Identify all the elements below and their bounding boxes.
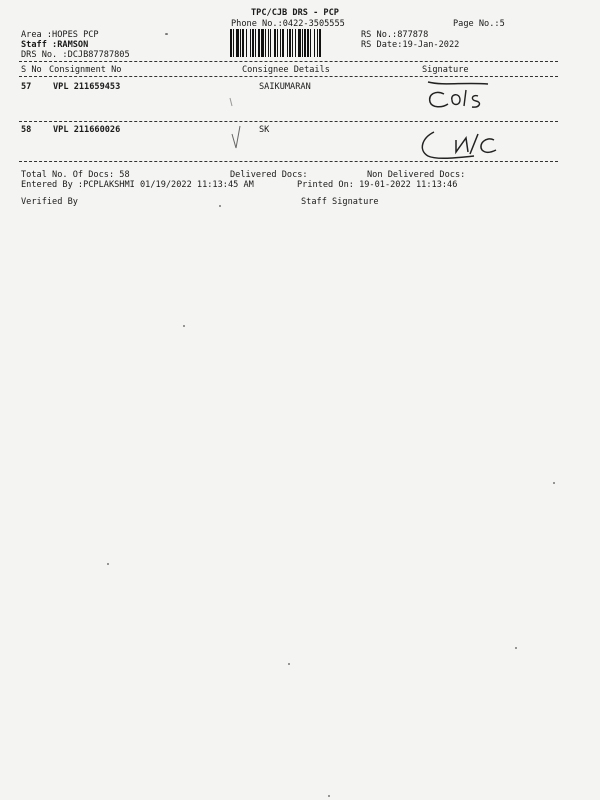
verified-by: Verified By [21, 197, 78, 207]
staff-signature: Staff Signature [301, 197, 379, 207]
divider [19, 76, 558, 77]
scan-speck [165, 33, 168, 35]
delivered-docs: Delivered Docs: [230, 170, 308, 180]
scan-speck [515, 647, 517, 649]
col-header-consignment: Consignment No [49, 65, 122, 75]
col-header-consignee: Consignee Details [242, 65, 330, 75]
scan-speck [107, 563, 109, 565]
row-consignee: SK [259, 125, 270, 135]
area-label: Area :HOPES PCP [21, 30, 99, 40]
signature-cols-image [422, 80, 502, 116]
drs-number: DRS No. :DCJB87787805 [21, 50, 130, 60]
rs-date: RS Date:19-Jan-2022 [361, 40, 460, 50]
signature-nic-image [416, 118, 512, 162]
row-consignee: SAIKUMARAN [259, 82, 311, 92]
row-consignment: VPL 211660026 [53, 125, 121, 135]
scan-speck [219, 205, 221, 207]
divider [19, 161, 558, 162]
pencil-mark [226, 96, 246, 156]
row-sno: 58 [21, 125, 32, 135]
col-header-sno: S No [21, 65, 42, 75]
scan-speck [553, 482, 555, 484]
rs-number: RS No.:877878 [361, 30, 429, 40]
staff-label: Staff :RAMSON [21, 40, 89, 50]
scan-speck [288, 663, 290, 665]
divider [19, 61, 558, 62]
page-number: Page No.:5 [453, 19, 505, 29]
phone-number: Phone No.:0422-3505555 [231, 19, 345, 29]
scan-speck [328, 795, 330, 797]
barcode-image [229, 29, 349, 57]
scan-speck [183, 325, 185, 327]
row-consignment: VPL 211659453 [53, 82, 121, 92]
report-title: TPC/CJB DRS - PCP [251, 8, 339, 18]
total-docs: Total No. Of Docs: 58 [21, 170, 130, 180]
row-sno: 57 [21, 82, 32, 92]
col-header-signature: Signature [422, 65, 469, 75]
printed-on: Printed On: 19-01-2022 11:13:46 [297, 180, 458, 190]
entered-by: Entered By :PCPLAKSHMI 01/19/2022 11:13:45 AM [21, 180, 254, 190]
non-delivered-docs: Non Delivered Docs: [367, 170, 466, 180]
